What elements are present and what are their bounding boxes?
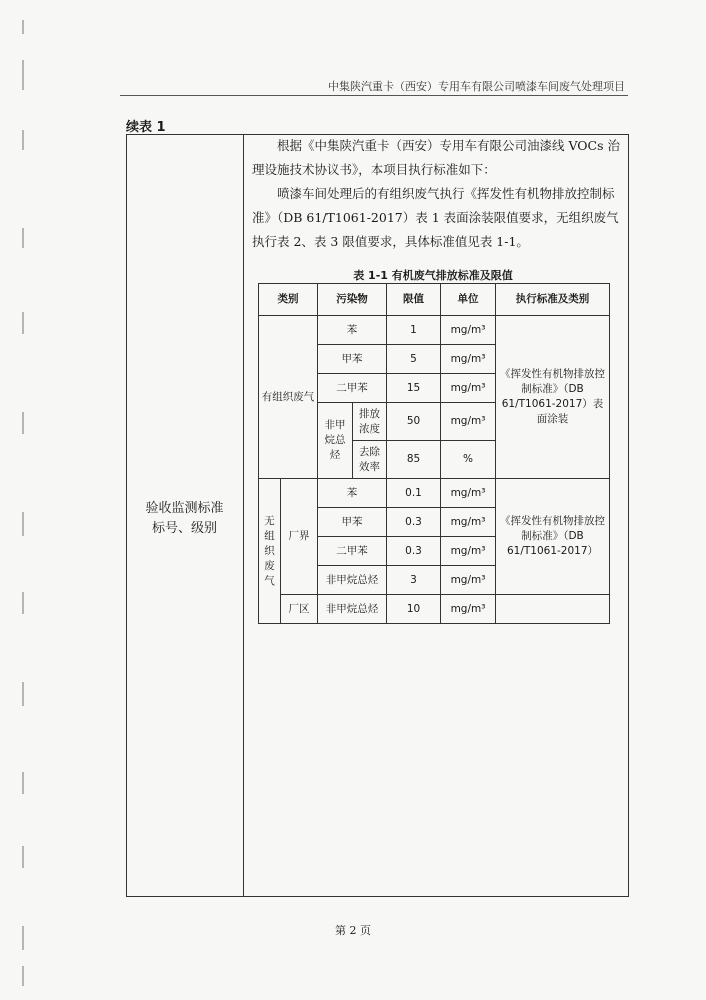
binding-mark	[22, 772, 24, 794]
table-row	[259, 316, 610, 345]
unit-cell: mg/m³	[441, 316, 496, 345]
table-caption: 表 1-1 有机废气排放标准及限值	[353, 269, 513, 282]
table-row	[259, 479, 610, 508]
unit-cell: mg/m³	[441, 537, 496, 566]
standard-label-line1: 验收监测标准	[145, 501, 224, 516]
unorganized-standard-cell: 《挥发性有机物排放控制标准》（DB 61/T1061-2017）	[496, 479, 610, 595]
pollutant-cell: 甲苯	[318, 345, 387, 374]
limit-cell: 0.3	[387, 537, 441, 566]
pollutant-cell: 非甲烷总烃	[318, 566, 387, 595]
pollutant-cell: 二甲苯	[318, 374, 387, 403]
binding-mark	[22, 130, 24, 150]
limit-cell: 3	[387, 566, 441, 595]
pollutant-cell: 二甲苯	[318, 537, 387, 566]
standard-label-cell	[126, 499, 243, 539]
limit-cell: 1	[387, 316, 441, 345]
unit-cell: mg/m³	[441, 403, 496, 441]
binding-mark	[22, 412, 24, 434]
header-pollutant: 污染物	[318, 284, 387, 316]
unit-cell: mg/m³	[441, 479, 496, 508]
unit-cell: mg/m³	[441, 508, 496, 537]
header-category: 类别	[259, 284, 318, 316]
blank-standard-cell	[496, 595, 610, 624]
nmhc-sub-cell: 排放浓度	[353, 403, 387, 441]
standard-label-line2: 标号、级别	[151, 521, 217, 536]
limit-cell: 0.1	[387, 479, 441, 508]
page-number: 第 2 页	[335, 924, 371, 937]
limit-cell: 85	[387, 441, 441, 479]
header-standard: 执行标准及类别	[496, 284, 610, 316]
nmhc-sub-cell: 去除效率	[353, 441, 387, 479]
unit-cell: mg/m³	[441, 595, 496, 624]
binding-mark	[22, 228, 24, 248]
binding-mark	[22, 592, 24, 614]
plant-label-cell: 厂区	[281, 595, 318, 624]
binding-mark	[22, 20, 24, 34]
emission-standard-table	[258, 283, 610, 624]
header-unit: 单位	[441, 284, 496, 316]
limit-cell: 15	[387, 374, 441, 403]
pollutant-cell: 苯	[318, 316, 387, 345]
binding-mark	[22, 966, 24, 986]
outer-table-divider	[243, 134, 244, 897]
pollutant-cell: 苯	[318, 479, 387, 508]
table-header-row	[259, 284, 610, 316]
nmhc-label-cell: 非甲烷总烃	[318, 403, 353, 479]
binding-mark	[22, 846, 24, 868]
limit-cell: 10	[387, 595, 441, 624]
unit-cell: mg/m³	[441, 345, 496, 374]
unit-cell: mg/m³	[441, 566, 496, 595]
header-limit: 限值	[387, 284, 441, 316]
paragraph-standard: 喷漆车间处理后的有组织废气执行《挥发性有机物排放控制标准》（DB 61/T1061-2017）表 1 表面涂装限值要求，无组织废气执行表 2、表 3 限值要求，具体标准值见表 1-1。	[252, 186, 619, 249]
continuation-label: 续表 1	[126, 120, 166, 135]
paragraph-agreement: 根据《中集陕汽重卡（西安）专用车有限公司油漆线 VOCs 治理设施技术协议书》，本项目执行标准如下：	[252, 138, 620, 177]
unorganized-category-cell: 无组织废气	[259, 479, 281, 624]
organized-category-cell: 有组织废气	[259, 316, 318, 479]
header-rule	[120, 95, 628, 96]
binding-mark	[22, 312, 24, 334]
table-row	[259, 595, 610, 624]
unit-cell: %	[441, 441, 496, 479]
limit-cell: 5	[387, 345, 441, 374]
limit-cell: 50	[387, 403, 441, 441]
boundary-label-cell: 厂界	[281, 479, 318, 595]
running-header: 中集陕汽重卡（西安）专用车有限公司喷漆车间废气处理项目	[328, 80, 625, 93]
limit-cell: 0.3	[387, 508, 441, 537]
pollutant-cell: 非甲烷总烃	[318, 595, 387, 624]
pollutant-cell: 甲苯	[318, 508, 387, 537]
organized-standard-cell: 《挥发性有机物排放控制标准》（DB 61/T1061-2017）表面涂装	[496, 316, 610, 479]
binding-mark	[22, 60, 24, 90]
binding-mark	[22, 512, 24, 536]
binding-mark	[22, 682, 24, 706]
unit-cell: mg/m³	[441, 374, 496, 403]
